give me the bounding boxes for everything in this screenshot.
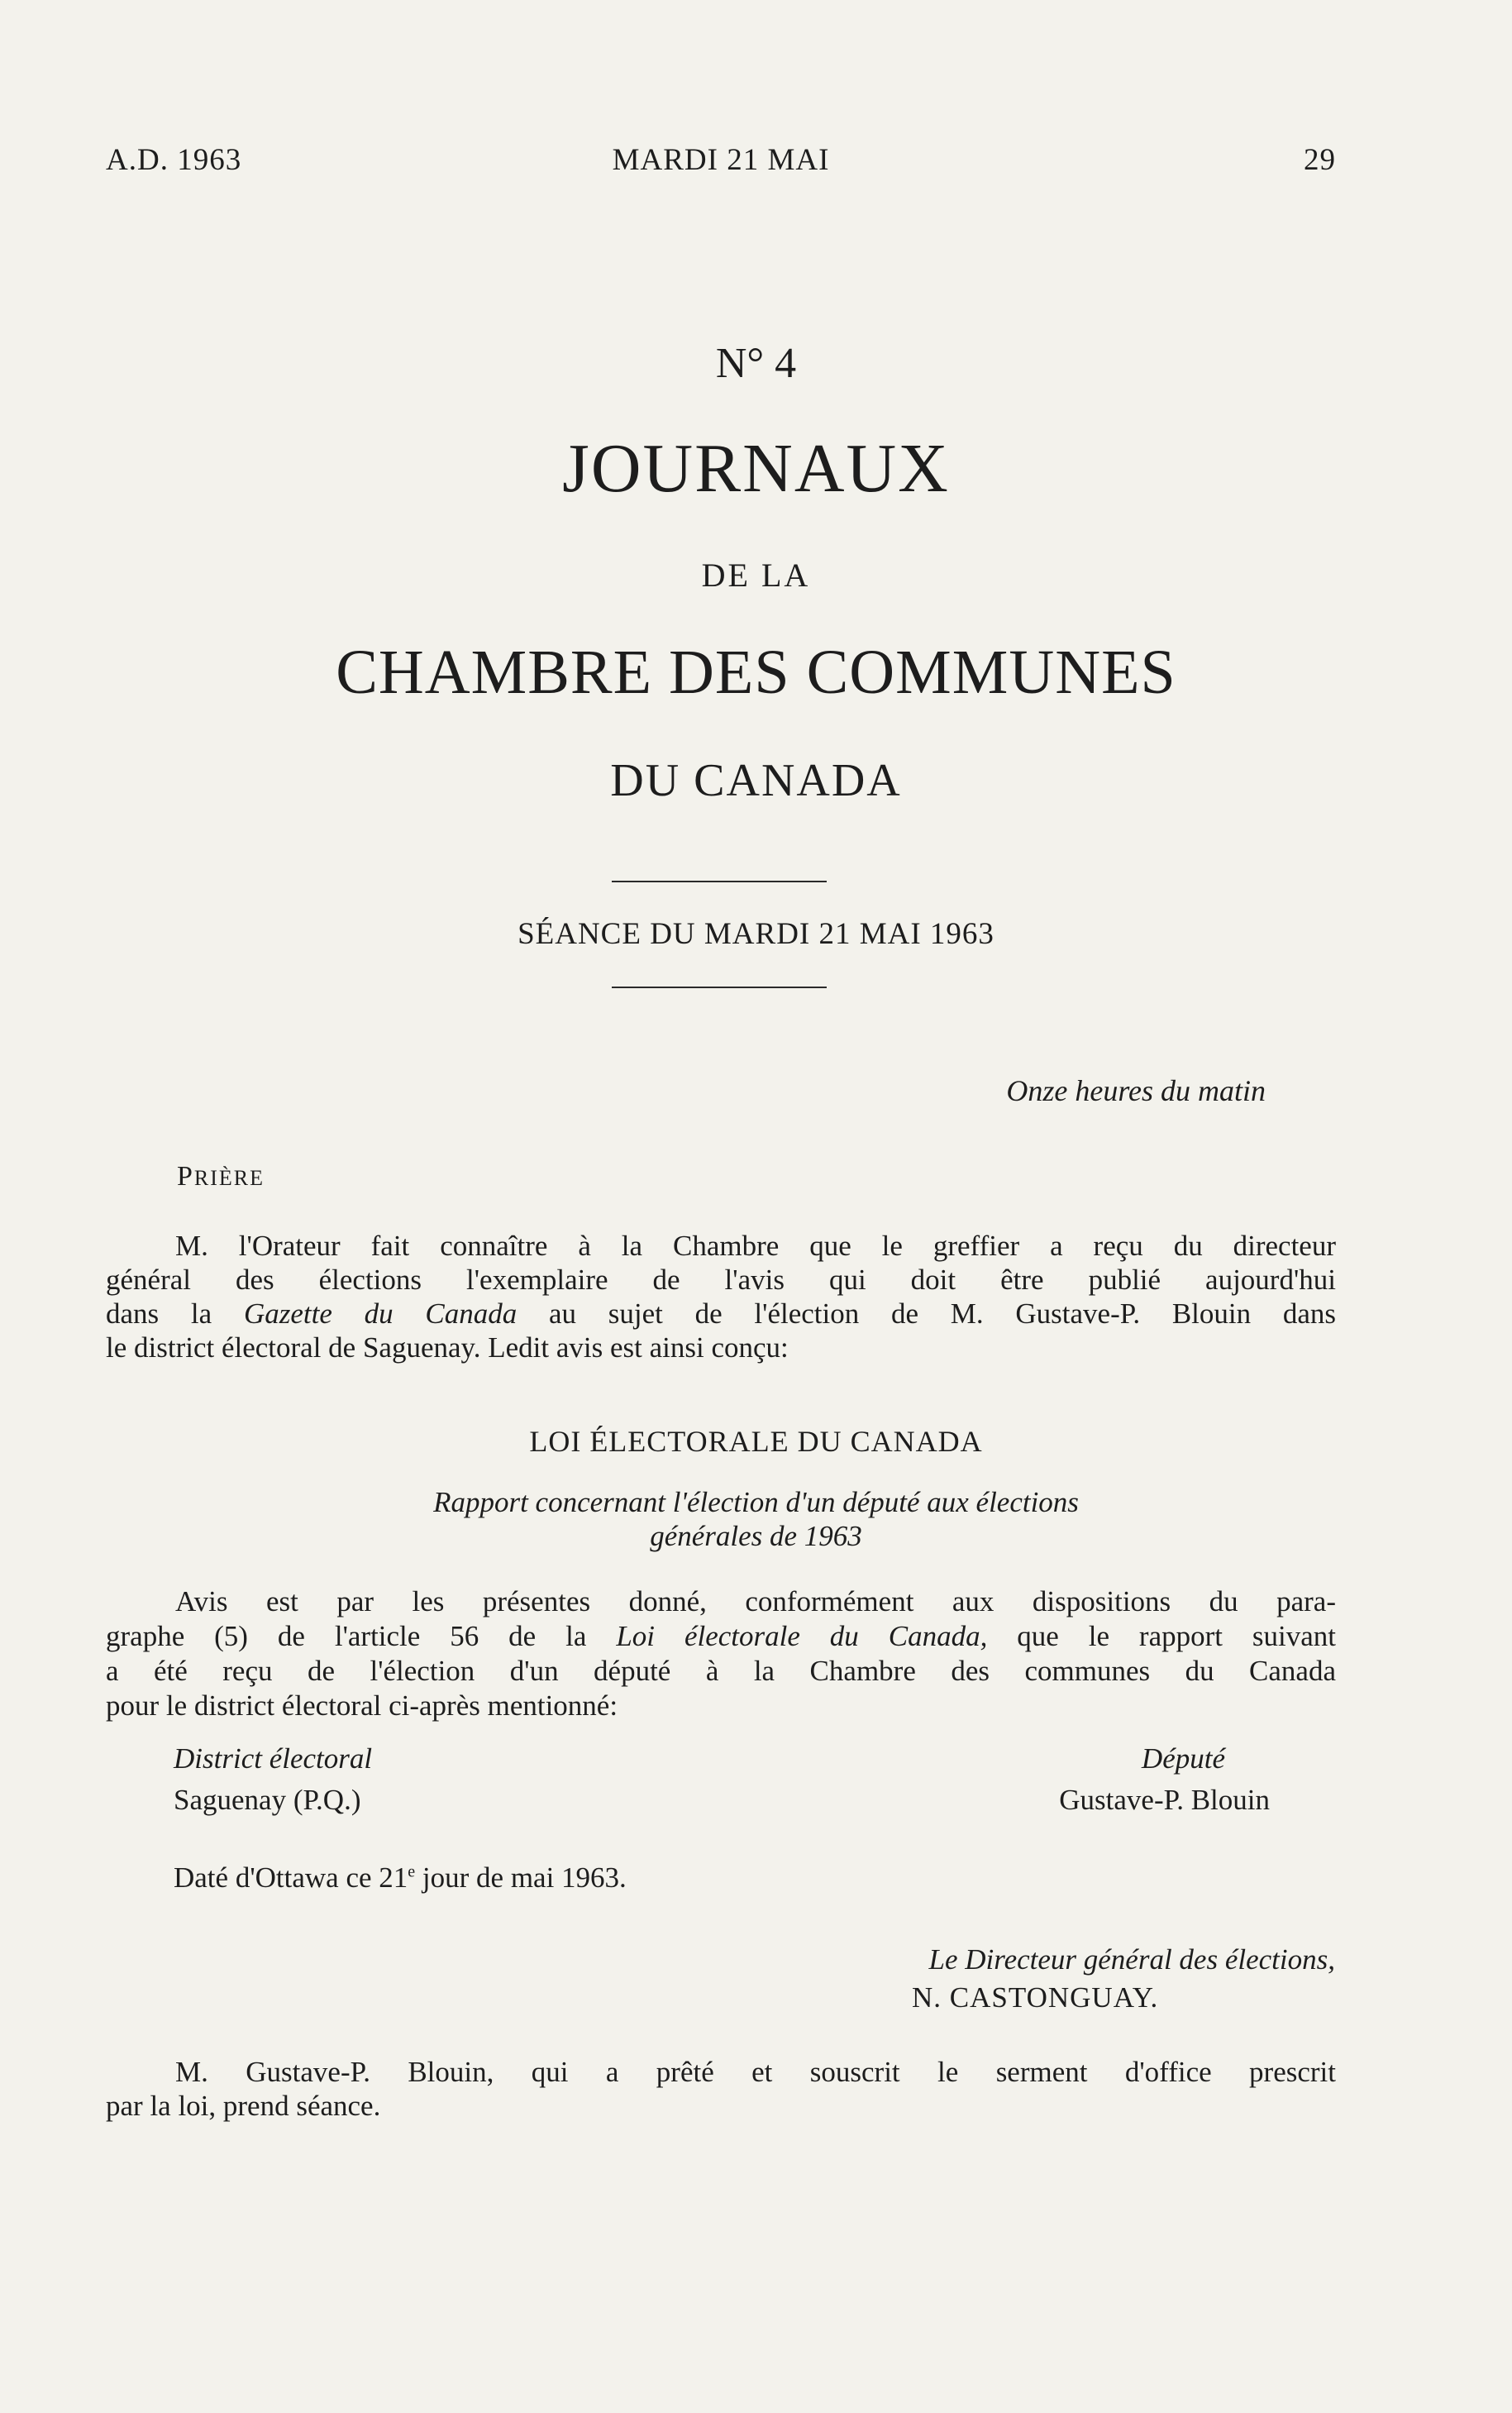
running-head-date: MARDI 21 MAI bbox=[612, 143, 830, 177]
notice-title: LOI ÉLECTORALE DU CANADA bbox=[529, 1425, 983, 1458]
issue-number: N° 4 bbox=[715, 340, 797, 387]
act-title: Loi électorale du Canada, bbox=[616, 1620, 988, 1652]
deputy-name: Gustave-P. Blouin bbox=[1059, 1784, 1270, 1816]
district-name: Saguenay (P.Q.) bbox=[174, 1784, 361, 1816]
text-run: dans la bbox=[106, 1297, 212, 1330]
masthead-title: JOURNAUX bbox=[562, 430, 950, 507]
results-table-header bbox=[174, 1742, 1270, 1780]
speaker-announcement-paragraph bbox=[106, 1229, 1336, 1364]
header-deputy: Député bbox=[1141, 1742, 1225, 1775]
prayer-heading bbox=[177, 1161, 265, 1192]
notice-subtitle-line: générales de 1963 bbox=[650, 1520, 862, 1552]
divider-rule-bottom bbox=[612, 987, 827, 988]
header-district: District électoral bbox=[174, 1742, 373, 1775]
text-run: jour de mai 1963. bbox=[415, 1861, 627, 1894]
notice-paragraph bbox=[106, 1584, 1336, 1723]
text-run: graphe (5) de l'article 56 de la bbox=[106, 1620, 587, 1652]
masthead-de-la: DE LA bbox=[701, 557, 811, 594]
divider-rule-top bbox=[612, 881, 827, 882]
text-run: au sujet de l'élection de M. Gustave-P. Blouin dans bbox=[548, 1297, 1337, 1330]
paragraph-line: par la loi, prend séance. bbox=[106, 2090, 381, 2122]
masthead-chamber: CHAMBRE DES COMMUNES bbox=[336, 638, 1176, 707]
oath-paragraph bbox=[106, 2055, 1336, 2123]
page-number: 29 bbox=[1304, 143, 1336, 177]
prayer-initial: P bbox=[177, 1161, 194, 1192]
running-head bbox=[106, 142, 1336, 184]
dated-line bbox=[174, 1861, 627, 1895]
paragraph-line: général des élections l'exemplaire de l'avis qui doit être publié aujourd'hui bbox=[106, 1264, 1336, 1296]
paragraph-line: a été reçu de l'élection d'un député à la Chambre des communes du Canada bbox=[106, 1655, 1336, 1687]
paragraph-line: Avis est par les présentes donné, conformément aux dispositions du para- bbox=[175, 1585, 1336, 1617]
ordinal-superscript: e bbox=[408, 1862, 416, 1881]
paragraph-line: le district électoral de Saguenay. Ledit avis est ainsi conçu: bbox=[106, 1331, 789, 1364]
notice-subtitle bbox=[0, 1485, 1512, 1553]
paragraph-line bbox=[106, 1297, 1336, 1331]
paragraph-line: M. l'Orateur fait connaître à la Chambre que le greffier a reçu du directeur bbox=[175, 1230, 1336, 1262]
paragraph-line: M. Gustave-P. Blouin, qui a prêté et souscrit le serment d'office prescrit bbox=[175, 2056, 1336, 2088]
text-run: Daté d'Ottawa ce 21 bbox=[174, 1861, 408, 1894]
gazette-title: Gazette du Canada bbox=[243, 1297, 518, 1330]
running-head-year: A.D. 1963 bbox=[106, 143, 242, 177]
signatory-office: Le Directeur général des élections, bbox=[928, 1943, 1335, 1976]
paragraph-line bbox=[106, 1619, 1336, 1654]
prayer-rest: RIÈRE bbox=[193, 1166, 265, 1190]
paragraph-line: pour le district électoral ci-après mentionné: bbox=[106, 1689, 618, 1722]
results-table-row bbox=[174, 1784, 1270, 1822]
sitting-heading: SÉANCE DU MARDI 21 MAI 1963 bbox=[518, 917, 994, 951]
sitting-time: Onze heures du matin bbox=[1006, 1074, 1266, 1107]
masthead-country: DU CANADA bbox=[610, 755, 902, 806]
text-run: que le rapport suivant bbox=[1017, 1620, 1337, 1652]
notice-subtitle-line: Rapport concernant l'élection d'un député aux élections bbox=[433, 1486, 1079, 1518]
signatory-name: N. CASTONGUAY. bbox=[912, 1981, 1159, 2014]
